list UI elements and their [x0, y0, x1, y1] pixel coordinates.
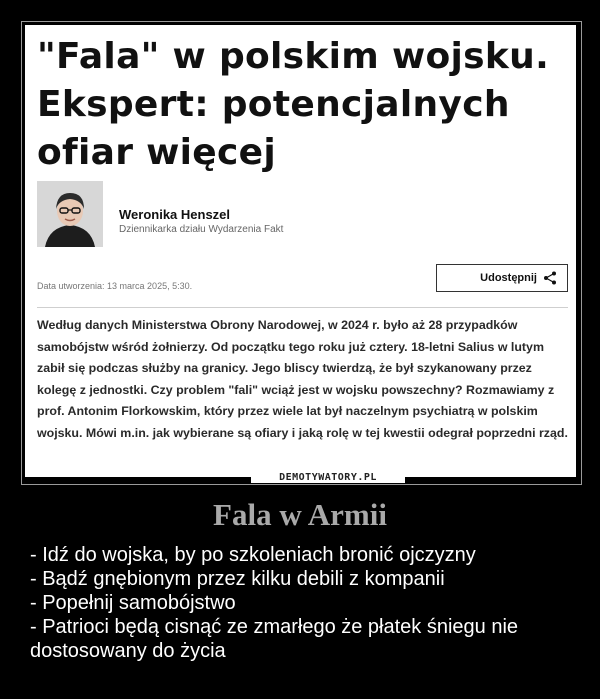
share-label: Udostępnij [480, 272, 537, 284]
publish-date: Data utworzenia: 13 marca 2025, 5:30. [37, 281, 193, 291]
meme-line: - Bądź gnębionym przez kilku debili z kompanii [30, 568, 445, 590]
meme-line: - Idź do wojska, by po szkoleniach bronić ojczyzny [30, 544, 476, 566]
article-lead: Według danych Ministerstwa Obrony Narodowej, w 2024 r. było aż 28 przypadków samobójstw wśród żołnierzy. Od początku tego roku już cztery. 18-letni Salius w lutym zabił się podczas służby na granicy. Jego bliscy twierdzą, że był szykanowany przez kolegę z jednostki. Czy problem "fali" wciąż jest w wojsku powszechny? Rozmawiamy z prof. Antonim Florkowskim, który przez wiele lat był naczelnym psychiatrą w polskim wojsku. Mówi m.in. jak wybierane są ofiary i jaką rolę w tej kwestii odegrał poprzedni rząd. [37, 318, 568, 440]
divider [37, 307, 568, 308]
watermark: DEMOTYWATORY.PL [251, 472, 405, 483]
author-role: Dziennikarka działu Wydarzenia Fakt [119, 224, 284, 235]
author-name: Weronika Henszel [119, 207, 231, 222]
meme-caption: Fala w Armii [213, 497, 387, 532]
avatar-portrait-icon [37, 181, 103, 247]
meme-text [30, 543, 590, 663]
share-button[interactable] [436, 264, 568, 292]
meme-line: - Popełnij samobójstwo [30, 592, 236, 614]
article-screenshot [25, 25, 576, 483]
author-avatar [37, 181, 103, 247]
share-icon [543, 271, 557, 285]
meme-line: - Patrioci będą cisnąć ze zmarłego że płatek śniegu nie dostosowany do życia [30, 616, 519, 662]
article-headline: "Fala" w polskim wojsku. Ekspert: potencjalnych ofiar więcej [37, 36, 550, 173]
